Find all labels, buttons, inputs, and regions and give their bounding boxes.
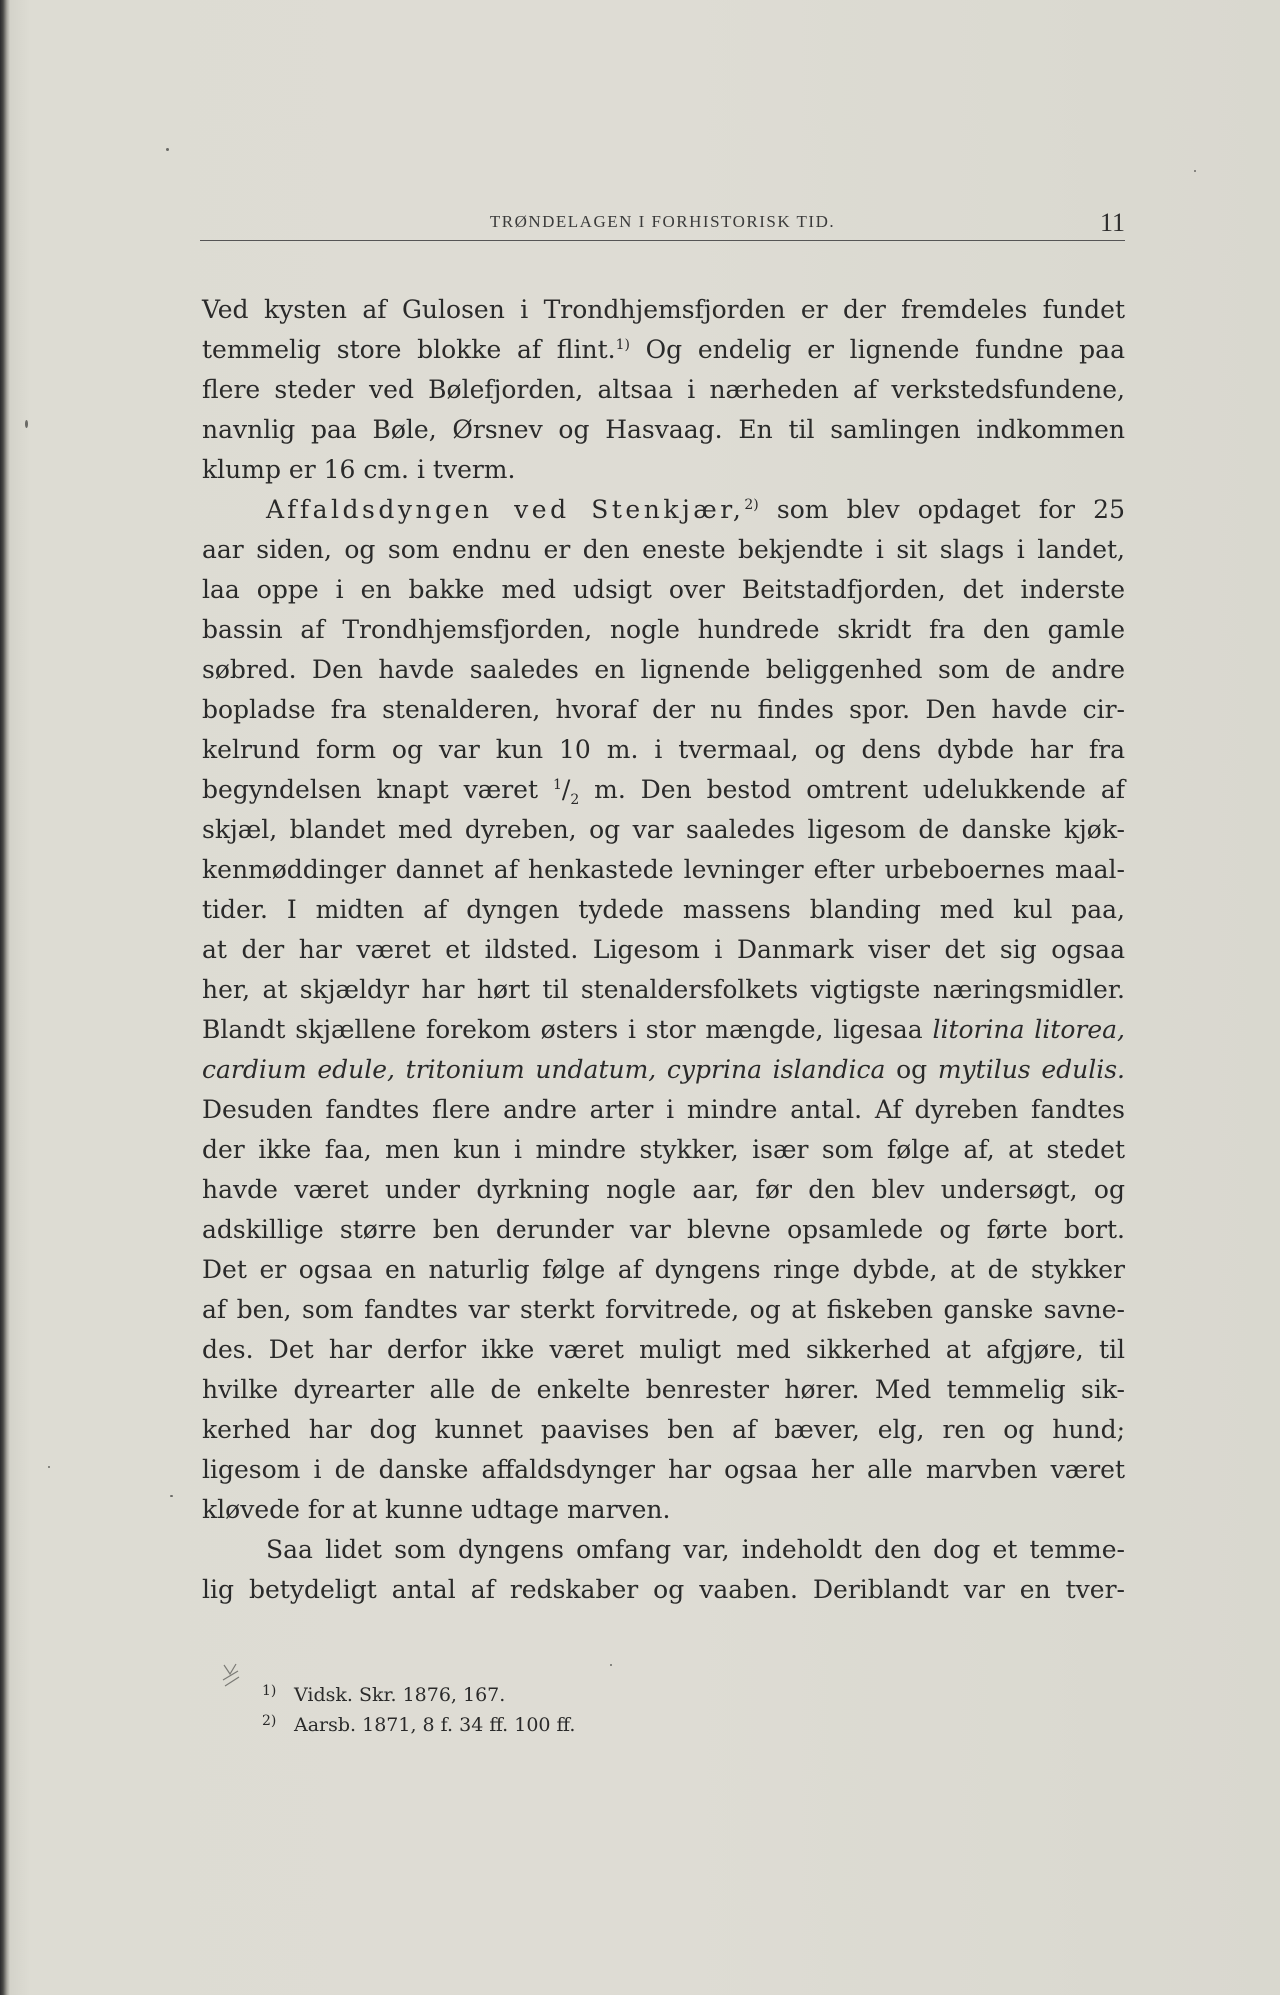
text-line: Blandt skjællene forekom østers i stor mængde, ligesaa litorina litorea,: [202, 1015, 1125, 1044]
text-line: adskillige større ben derunder var blevne opsamlede og førte bort.: [202, 1215, 1125, 1244]
text-line: ligesom i de danske affaldsdynger har ogsaa her alle marvben været: [202, 1455, 1125, 1484]
footnote: [262, 1706, 862, 1736]
text-line: her, at skjældyr har hørt til stenaldersfolkets vigtigste næringsmidler.: [202, 975, 1125, 1004]
text-line: flere steder ved Bølefjorden, altsaa i nærheden af verkstedsfundene,: [202, 375, 1125, 404]
text-line: des. Det har derfor ikke været muligt med sikkerhed at afgjøre, til: [202, 1335, 1125, 1364]
text-line: Saa lidet som dyngens omfang var, indeholdt den dog et temme-: [266, 1535, 1125, 1564]
paper-speck: [166, 148, 169, 151]
text-line: bassin af Trondhjemsfjorden, nogle hundrede skridt fra den gamle: [202, 615, 1125, 644]
text-line: af ben, som fandtes var sterkt forvitrede, og at fiskeben ganske savne-: [202, 1295, 1125, 1324]
text-line: kløvede for at kunne udtage marven.: [202, 1495, 671, 1524]
text-line: klump er 16 cm. i tverm.: [202, 455, 516, 484]
species-name: litorina litorea,: [932, 1015, 1125, 1044]
text-line: aar siden, og som endnu er den eneste bekjendte i sit slags i landet,: [202, 535, 1125, 564]
text-line: lig betydeligt antal af redskaber og vaaben. Deriblandt var en tver-: [202, 1575, 1125, 1604]
text-line: tider. I midten af dyngen tydede massens blanding med kul paa,: [202, 895, 1125, 924]
text-line: Ved kysten af Gulosen i Trondhjemsfjorden er der fremdeles fundet: [202, 295, 1125, 324]
book-spine-edge: [0, 0, 10, 1995]
footnote: [262, 1676, 862, 1706]
footnote-text: Aarsb. 1871, 8 f. 34 ff. 100 ff.: [294, 1714, 576, 1736]
text-line: Desuden fandtes flere andre arter i mindre antal. Af dyreben fandtes: [202, 1095, 1125, 1124]
footnote-ref: 1): [615, 337, 630, 353]
fraction-denominator: 2: [570, 792, 580, 808]
text-line: laa oppe i en bakke med udsigt over Beitstadfjorden, det inderste: [202, 575, 1125, 604]
footnote-mark: 2): [262, 1713, 277, 1729]
text-line: kerhed har dog kunnet paavises ben af bæver, elg, ren og hund;: [202, 1415, 1125, 1444]
footnotes: [262, 1676, 862, 1736]
footnote-text: Vidsk. Skr. 1876, 167.: [294, 1684, 506, 1706]
footnote-mark: 1): [262, 1683, 277, 1699]
running-head: [200, 208, 1125, 238]
fraction-numerator: 1: [552, 777, 562, 793]
text-line: begyndelsen knapt været $^1/_2$ m. Den bestod omtrent udelukkende af: [202, 775, 1125, 808]
paper-speck: [1194, 170, 1196, 172]
species-names: cardium edule, tritonium undatum, cyprina islandica: [202, 1055, 886, 1084]
header-rule: [200, 240, 1125, 241]
text-line: havde været under dyrkning nogle aar, før den blev undersøgt, og: [202, 1175, 1125, 1204]
text-line: Det er ogsaa en naturlig følge af dyngens ringe dybde, at de stykker: [202, 1255, 1125, 1284]
text-line: søbred. Den havde saaledes en lignende beliggenhed som de andre: [202, 655, 1125, 684]
footnote-ref: 2): [744, 497, 759, 513]
text-line: cardium edule, tritonium undatum, cyprina islandica og mytilus edulis.: [202, 1055, 1125, 1084]
text-line: bopladse fra stenalderen, hvoraf der nu findes spor. Den havde cir-: [202, 695, 1125, 724]
paper-speck: [25, 420, 28, 428]
text-line: at der har været et ildsted. Ligesom i Danmark viser det sig ogsaa: [202, 935, 1125, 964]
text-line: skjæl, blandet med dyreben, og var saaledes ligesom de danske kjøk-: [202, 815, 1125, 844]
paper-speck: [170, 1495, 173, 1497]
species-name: mytilus edulis.: [937, 1055, 1125, 1084]
running-title: TRØNDELAGEN I FORHISTORISK TID.: [489, 212, 836, 231]
paper-speck: [48, 1466, 50, 1468]
text-line: hvilke dyrearter alle de enkelte benrester hører. Med temmelig sik-: [202, 1375, 1125, 1404]
body-text: [202, 290, 1125, 1610]
paper-speck: [610, 1664, 612, 1666]
text-line: kenmøddinger dannet af henkastede levninger efter urbeboernes maal-: [202, 855, 1125, 884]
text-line: temmelig store blokke af flint.$^{1)}$ Og endelig er lignende fundne paa: [202, 335, 1125, 364]
page-number: 11: [1099, 208, 1125, 237]
spaced-heading-word: Affaldsdyngen ved Stenkjær,: [266, 495, 745, 524]
text-line: Affaldsdyngen ved Stenkjær,$^{2)}$ som blev opdaget for 25: [266, 495, 1125, 524]
text-line: navnlig paa Bøle, Ørsnev og Hasvaag. En til samlingen indkommen: [202, 415, 1125, 444]
pencil-mark: [220, 1662, 242, 1688]
text-line: kelrund form og var kun 10 m. i tvermaal, og dens dybde har fra: [202, 735, 1125, 764]
text-line: der ikke faa, men kun i mindre stykker, især som følge af, at stedet: [202, 1135, 1125, 1164]
